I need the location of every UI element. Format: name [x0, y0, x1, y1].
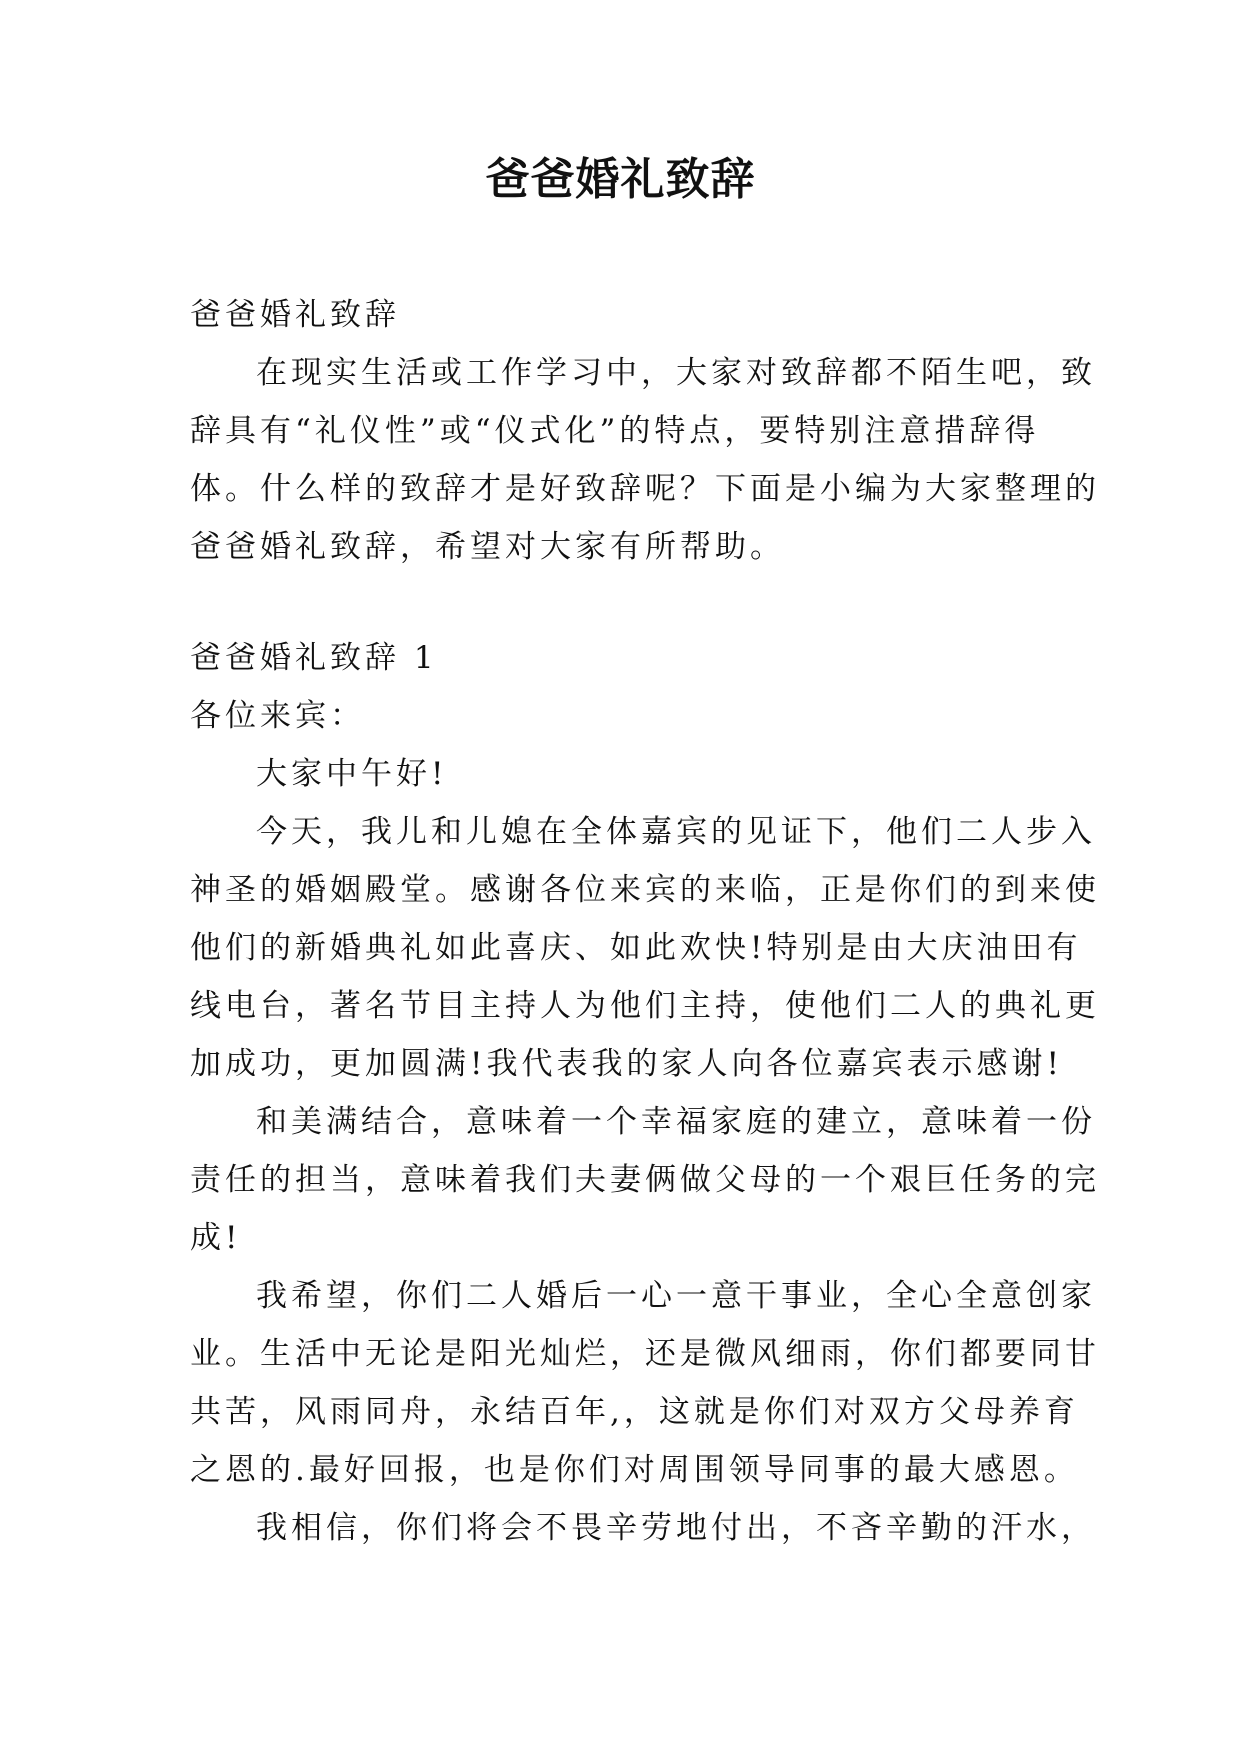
section-heading: 爸爸婚礼致辞 1	[190, 640, 438, 676]
paragraph-3	[190, 1267, 1100, 1499]
paragraph-4	[190, 1499, 1096, 1557]
paragraph-line: 爸爸婚礼致辞，希望对大家有所帮助。	[190, 529, 785, 565]
greeting: 大家中午好!	[256, 756, 448, 792]
paragraph-line: 在现实生活或工作学习中，大家对致辞都不陌生吧，致	[256, 355, 1096, 391]
paragraph-line: 线电台，著名节目主持人为他们主持，使他们二人的典礼更	[190, 988, 1100, 1024]
document-body	[190, 286, 1100, 1557]
paragraph-line: 神圣的婚姻殿堂。感谢各位来宾的来临，正是你们的到来使	[190, 872, 1100, 908]
paragraph-line: 他们的新婚典礼如此喜庆、如此欢快!特别是由大庆油田有	[190, 930, 1082, 966]
paragraph-line: 之恩的.最好回报，也是你们对周围领导同事的最大感恩。	[190, 1452, 1079, 1488]
paragraph-line: 体。什么样的致辞才是好致辞呢？下面是小编为大家整理的	[190, 471, 1100, 507]
salutation: 各位来宾：	[190, 698, 365, 734]
document-title: 爸爸婚礼致辞	[485, 154, 756, 205]
paragraph-1	[190, 803, 1100, 1093]
paragraph-line: 共苦，风雨同舟，永结百年,，这就是你们对双方父母养育	[190, 1394, 1079, 1430]
paragraph-line: 成!	[190, 1220, 242, 1256]
intro-paragraph	[190, 344, 1100, 576]
paragraph-2	[190, 1093, 1100, 1267]
section-spacer	[190, 576, 1060, 629]
paragraph-line: 今天，我儿和儿媳在全体嘉宾的见证下，他们二人步入	[256, 814, 1096, 850]
paragraph-line: 我相信，你们将会不畏辛劳地付出，不吝辛勤的汗水，	[256, 1510, 1096, 1546]
paragraph-line: 我希望，你们二人婚后一心一意干事业，全心全意创家	[256, 1278, 1096, 1314]
paragraph-line: 业。生活中无论是阳光灿烂，还是微风细雨，你们都要同甘	[190, 1336, 1100, 1372]
paragraph-line: 加成功，更加圆满!我代表我的家人向各位嘉宾表示感谢!	[190, 1046, 1063, 1082]
paragraph-line: 责任的担当，意味着我们夫妻俩做父母的一个艰巨任务的完	[190, 1162, 1100, 1198]
paragraph-line: 和美满结合，意味着一个幸福家庭的建立，意味着一份	[256, 1104, 1096, 1140]
subtitle: 爸爸婚礼致辞	[190, 297, 400, 333]
paragraph-line: 辞具有“礼仪性”或“仪式化”的特点，要特别注意措辞得	[190, 413, 1040, 449]
